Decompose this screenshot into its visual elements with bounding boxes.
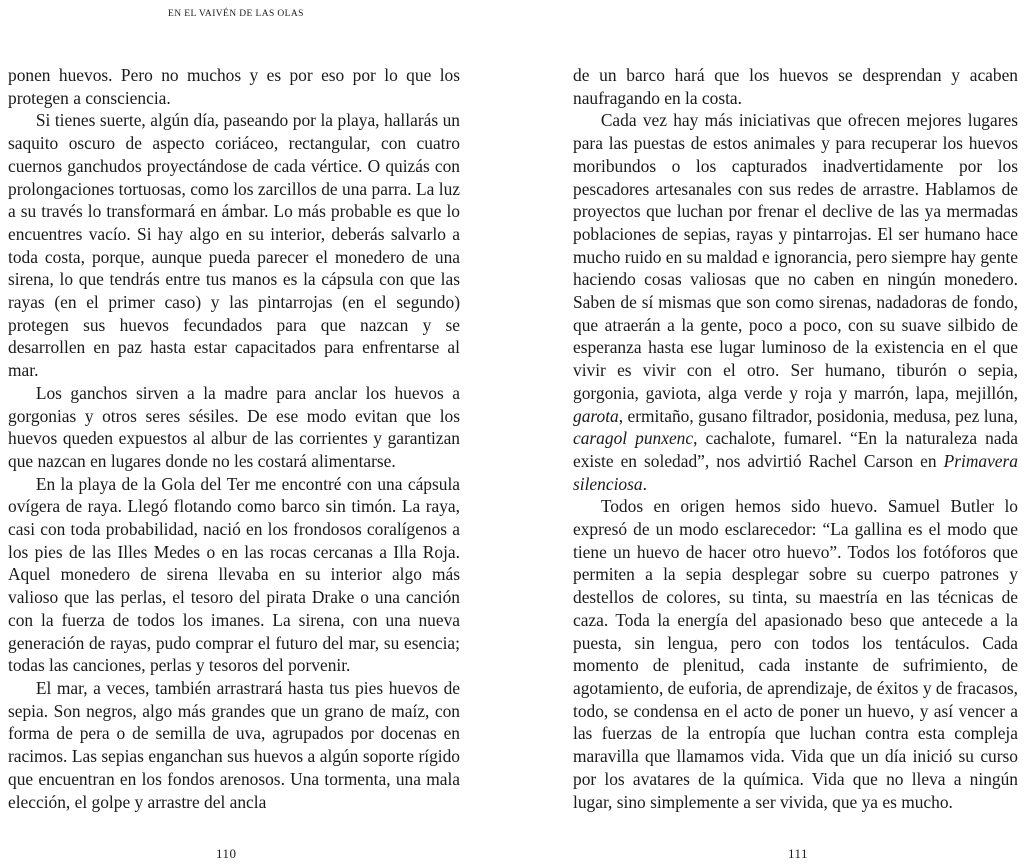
page-number: 110 xyxy=(216,846,237,861)
right-page xyxy=(573,0,1018,868)
book-title: Primavera silenciosa xyxy=(573,450,1018,494)
text-run: , cachalote, fumarel. “En la naturaleza nada existe en soledad”, nos advirtió Rachel Carson en xyxy=(573,428,1018,471)
paragraph: ponen huevos. Pero no muchos y es por eso por lo que los protegen a consciencia. xyxy=(8,65,460,108)
paragraph: Los ganchos sirven a la madre para anclar los huevos a gorgonias y otros seres sésiles. De ese modo evitan que los huevos queden expuestos al albur de las corrientes y garantizan que nazcan en lugares donde no les costará alimentarse. xyxy=(8,382,460,471)
page-number: 111 xyxy=(788,846,809,861)
text-run: Cada vez hay más iniciativas que ofrecen mejores lugares para las puestas de estos animales y para recuperar los huevos moribundos o los capturados inadvertidamente por los pescadores artesanales con sus redes de arrastre. Hablamos de proyectos que luchan por frenar el declive de las ya mermadas poblaciones de sepias, rayas y pintarrojas. El ser humano hace mucho ruido en su maldad e ignorancia, pero siempre hay gente haciendo cosas valiosas que no caben en ningún monedero. Saben de sí mismas que son como sirenas, nadadoras de fondo, que atraerán a la gente, poco a poco, con su suave silbido de esperanza hasta ese lugar luminoso de la existencia en el que vivir es vivir con el otro. Ser humano, tiburón o sepia, gorgonia, gaviota, alga verde y roja y marrón, lapa, mejillón, xyxy=(573,110,1018,403)
right-page-body xyxy=(573,64,1018,813)
left-page xyxy=(8,0,460,868)
left-page-body xyxy=(8,64,460,813)
paragraph: Todos en origen hemos sido huevo. Samuel Butler lo expresó de un modo esclarecedor: “La gallina es el modo que tiene un huevo de hacer otro huevo”. Todos los fotóforos que permiten a la sepia desplegar sobre su cuerpo patrones y destellos de colores, su tinta, su maestría en las técnicas de caza. Toda la energía del apasionado beso que antecede a la puesta, sin lengua, pero con todos los tentáculos. Cada momento de plenitud, cada instante de sufrimiento, de agotamiento, de euforia, de aprendizaje, de éxitos y de fracasos, todo, se condensa en el acto de poner un huevo, y así vencer a las fuerzas de la entropía que luchan contra esta compleja maravilla que llamamos vida. Vida que un día inició su curso por los avatares de la química. Vida que no lleva a ningún lugar, sino simplemente a ser vivida, que ya es mucho. xyxy=(573,496,1018,812)
paragraph xyxy=(573,109,1018,495)
paragraph: de un barco hará que los huevos se desprendan y acaben naufragando en la costa. xyxy=(573,65,1018,108)
paragraph: El mar, a veces, también arrastrará hasta tus pies huevos de sepia. Son negros, algo más grandes que un grano de maíz, con forma de pera o de semilla de uva, agrupados por docenas en racimos. Las sepias enganchan sus huevos a algún soporte rígido que encuentran en los fondos arenosos. Una tormenta, una mala elección, el golpe y arrastre del ancla xyxy=(8,677,460,812)
text-run: . xyxy=(642,473,647,494)
italic-term: caragol punxenc xyxy=(573,428,694,449)
paragraph: Si tienes suerte, algún día, paseando por la playa, hallarás un saquito oscuro de aspecto coriáceo, rectangular, con cuatro cuernos ganchudos proyectándose de cada vértice. O quizás con prolongaciones tortuosas, como los zarcillos de una parra. La luz a su través lo transformará en ámbar. Lo más probable es que lo encuentres vacío. Si hay algo en su interior, deberás salvarlo a toda costa, porque, aunque pueda parecer el monedero de una sirena, lo que tendrás entre tus manos es la cápsula con que las rayas (en el primer caso) y las pintarrojas (en el segundo) protegen sus huevos fecundados para que nazcan y se desarrollen en paz hasta estar capacitados para enfrentarse al mar. xyxy=(8,110,460,381)
running-head: EN EL VAIVÉN DE LAS OLAS xyxy=(168,9,304,19)
paragraph: En la playa de la Gola del Ter me encontré con una cápsula ovígera de raya. Llegó flotando como barco sin timón. La raya, casi con toda probabilidad, nació en los frondosos coralígenos a los pies de las Illes Medes o en las rocas cercanas a Illa Roja. Aquel monedero de sirena llevaba en su interior algo más valioso que las perlas, el tesoro del pirata Drake o una canción con la fuerza de todos los imanes. La sirena, con una nueva generación de rayas, pudo comprar el futuro del mar, su esencia; todas las canciones, perlas y tesoros del porvenir. xyxy=(8,473,460,676)
italic-term: garota xyxy=(573,405,619,426)
text-run: , ermitaño, gusano filtrador, posidonia, medusa, pez luna, xyxy=(618,405,1018,426)
